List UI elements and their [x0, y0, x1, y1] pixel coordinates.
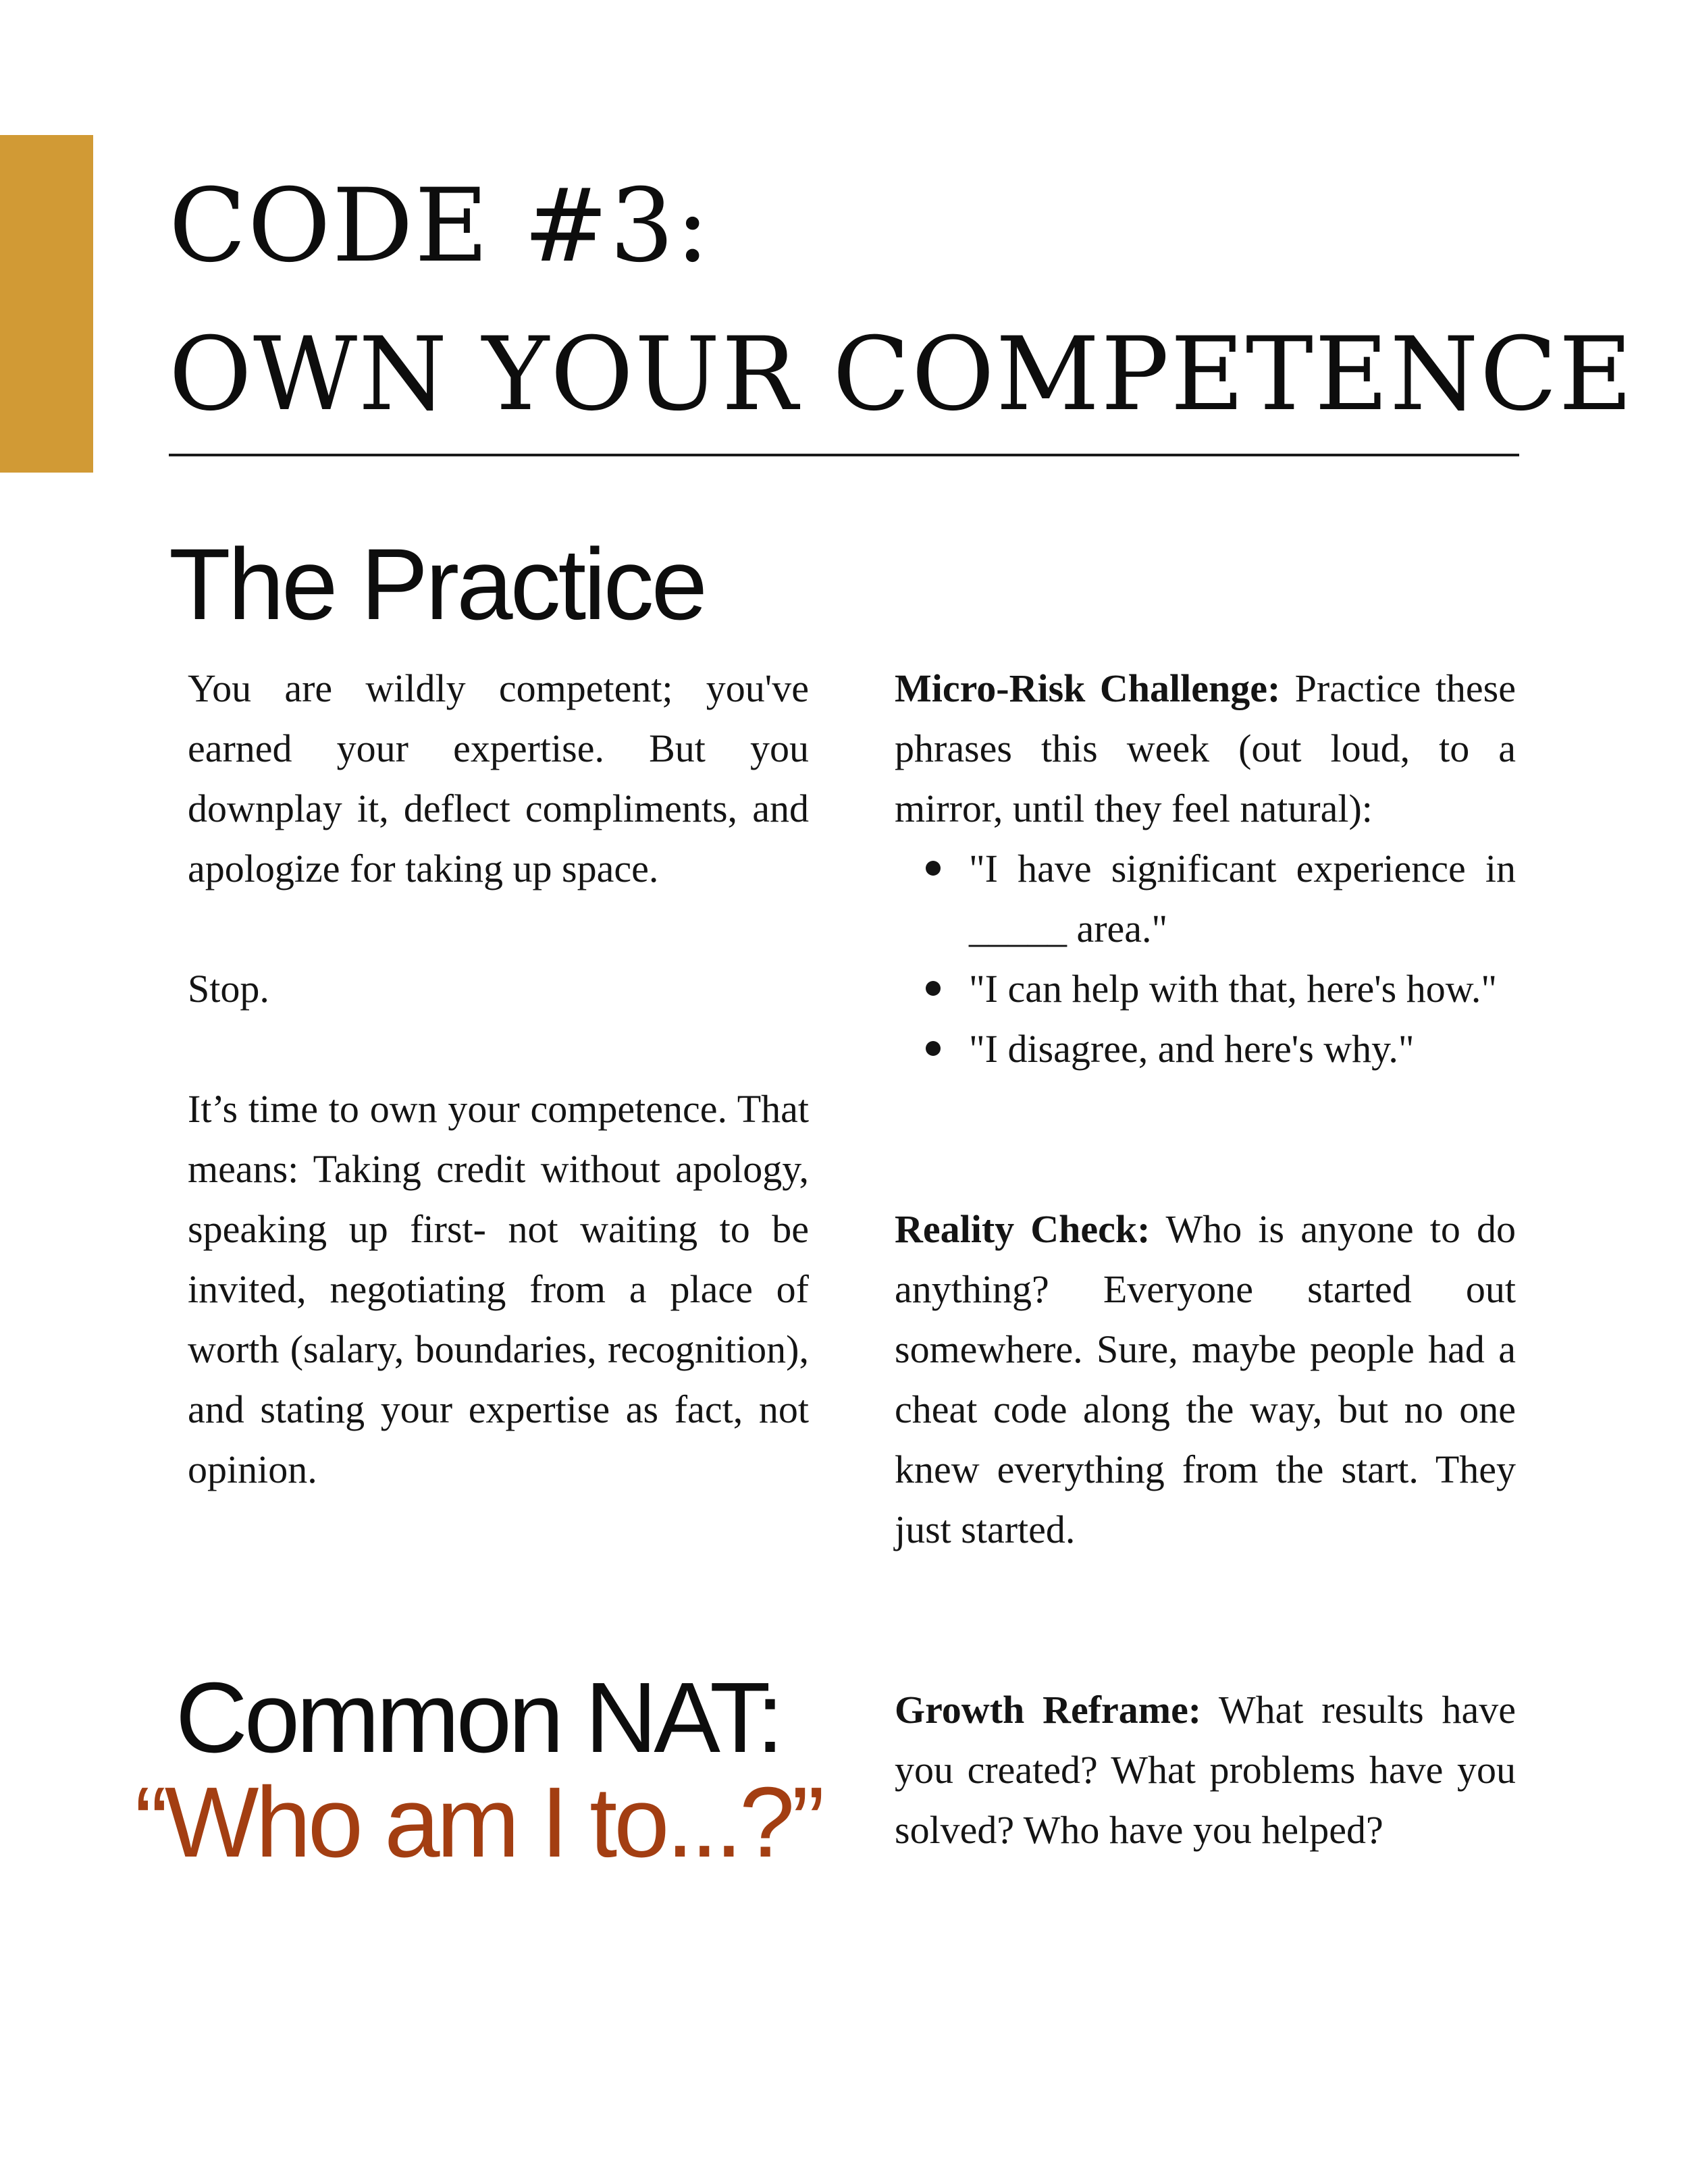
reality-check-text: Who is anyone to do anything? Everyone started out somewhere. Sure, maybe people had a cheat code along the way, but no one knew everything from the start. They just started.: [895, 1207, 1516, 1551]
spacer: [895, 1139, 1516, 1199]
phrase-list: [895, 838, 1516, 1079]
title-line-1: CODE #3:: [169, 167, 711, 285]
practice-heading: The Practice: [169, 527, 705, 641]
title-line-2: OWN YOUR COMPETENCE: [169, 316, 1634, 433]
micro-risk-label: Micro-Risk Challenge:: [895, 666, 1281, 710]
accent-bar: [0, 135, 93, 473]
title-divider: [169, 454, 1519, 456]
common-nat-quote: “Who am I to...?”: [134, 1767, 822, 1878]
list-item: [895, 838, 1516, 959]
list-item: [895, 1019, 1516, 1079]
spacer: [188, 1019, 809, 1079]
spacer: [895, 1079, 1516, 1139]
reality-check-paragraph: [895, 1199, 1516, 1560]
page-title: [169, 152, 1634, 449]
phrase-text: "I have significant experience in _____ area.": [969, 847, 1516, 951]
list-item: [895, 959, 1516, 1019]
growth-reframe-label: Growth Reframe:: [895, 1688, 1202, 1732]
intro-paragraph: You are wildly competent; you've earned your expertise. But you downplay it, deflect compliments, and apologize for taking up space.: [188, 666, 809, 890]
bullet-icon: [926, 861, 941, 876]
micro-risk-text: Practice these phrases this week (out loud, to a mirror, until they feel natural):: [895, 666, 1516, 830]
phrase-text: "I can help with that, here's how.": [969, 967, 1498, 1011]
growth-reframe-text: What results have you created? What problems have you solved? Who have you helped?: [895, 1688, 1516, 1852]
right-column: [895, 658, 1516, 1860]
spacer: [895, 1620, 1516, 1680]
growth-reframe-paragraph: [895, 1680, 1516, 1860]
common-nat-label: Common NAT:: [175, 1662, 781, 1774]
spacer: [895, 1560, 1516, 1620]
reality-check-label: Reality Check:: [895, 1207, 1151, 1251]
own-competence-paragraph: It’s time to own your competence. That means: Taking credit without apology, speaking up first- not waiting to be invited, negotiating from a place of worth (salary, boundaries, recognition), and stating your expertise as fact, not opinion.: [188, 1087, 809, 1491]
stop-paragraph: Stop.: [188, 967, 269, 1011]
bullet-icon: [926, 1041, 941, 1056]
common-nat-callout: [134, 1662, 822, 1878]
left-column: [188, 658, 809, 1499]
micro-risk-paragraph: [895, 658, 1516, 838]
phrase-text: "I disagree, and here's why.": [969, 1027, 1415, 1071]
spacer: [188, 899, 809, 959]
bullet-icon: [926, 981, 941, 996]
